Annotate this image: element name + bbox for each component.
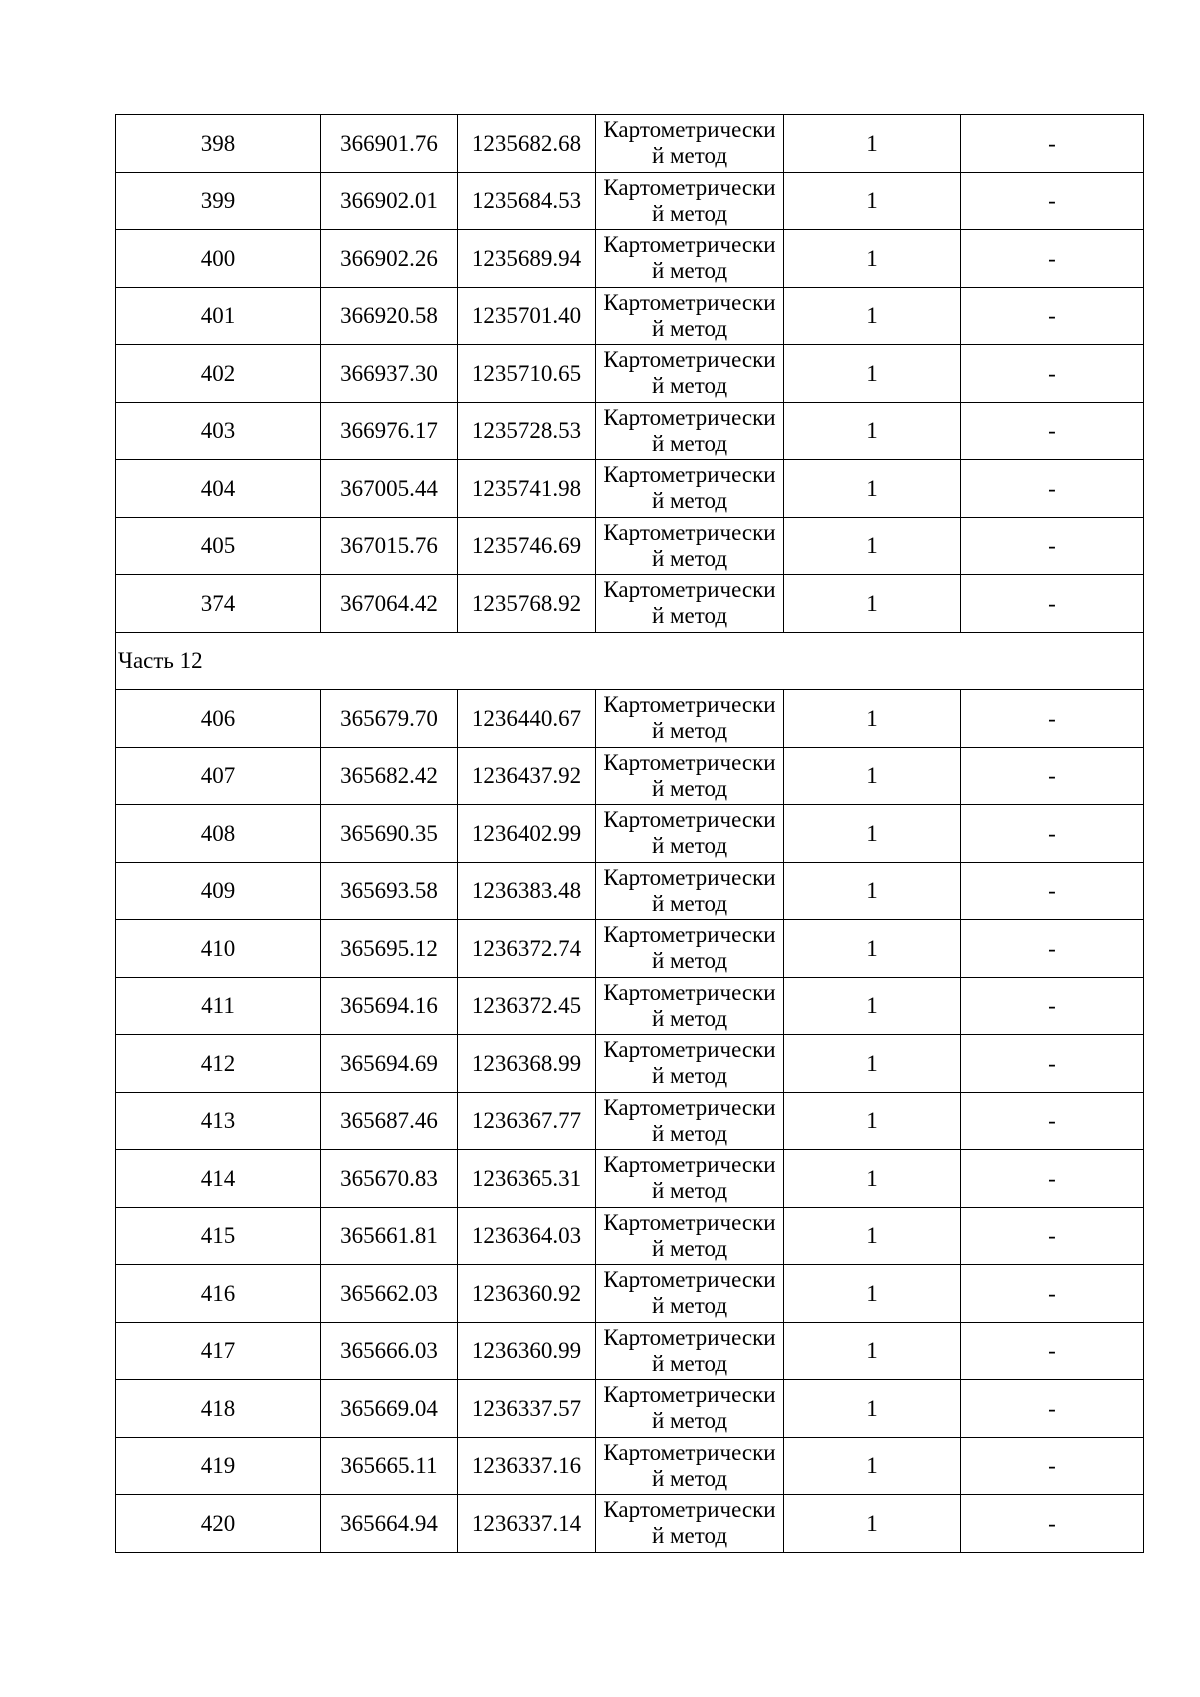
note-cell: - — [961, 287, 1144, 345]
y-coordinate-cell: 1236372.74 — [458, 920, 596, 978]
note-cell: - — [961, 1150, 1144, 1208]
x-coordinate-cell: 365670.83 — [321, 1150, 458, 1208]
note-cell: - — [961, 172, 1144, 230]
accuracy-cell: 1 — [784, 287, 961, 345]
table-row — [116, 1322, 1144, 1380]
x-coordinate-cell: 367005.44 — [321, 460, 458, 518]
accuracy-cell: 1 — [784, 115, 961, 173]
method-cell: Картометрически й метод — [596, 402, 784, 460]
note-cell: - — [961, 1035, 1144, 1093]
note-cell: - — [961, 690, 1144, 748]
note-cell: - — [961, 1495, 1144, 1553]
table-row — [116, 115, 1144, 173]
method-cell: Картометрически й метод — [596, 1207, 784, 1265]
point-number-cell: 403 — [116, 402, 321, 460]
y-coordinate-cell: 1235684.53 — [458, 172, 596, 230]
table-row — [116, 230, 1144, 288]
note-cell: - — [961, 862, 1144, 920]
table-row — [116, 747, 1144, 805]
x-coordinate-cell: 365669.04 — [321, 1380, 458, 1438]
method-cell: Картометрически й метод — [596, 1380, 784, 1438]
point-number-cell: 412 — [116, 1035, 321, 1093]
accuracy-cell: 1 — [784, 1322, 961, 1380]
note-cell: - — [961, 1437, 1144, 1495]
section-row — [116, 632, 1144, 690]
table-row — [116, 1207, 1144, 1265]
note-cell: - — [961, 1207, 1144, 1265]
point-number-cell: 399 — [116, 172, 321, 230]
x-coordinate-cell: 365694.16 — [321, 977, 458, 1035]
point-number-cell: 420 — [116, 1495, 321, 1553]
table-row — [116, 1437, 1144, 1495]
x-coordinate-cell: 365665.11 — [321, 1437, 458, 1495]
point-number-cell: 409 — [116, 862, 321, 920]
point-number-cell: 414 — [116, 1150, 321, 1208]
note-cell: - — [961, 230, 1144, 288]
x-coordinate-cell: 367015.76 — [321, 517, 458, 575]
table-row — [116, 1265, 1144, 1323]
point-number-cell: 410 — [116, 920, 321, 978]
point-number-cell: 407 — [116, 747, 321, 805]
accuracy-cell: 1 — [784, 1207, 961, 1265]
y-coordinate-cell: 1235741.98 — [458, 460, 596, 518]
method-cell: Картометрически й метод — [596, 460, 784, 518]
method-cell: Картометрически й метод — [596, 805, 784, 863]
table-body — [116, 115, 1144, 1553]
method-cell: Картометрически й метод — [596, 862, 784, 920]
method-cell: Картометрически й метод — [596, 920, 784, 978]
y-coordinate-cell: 1236372.45 — [458, 977, 596, 1035]
accuracy-cell: 1 — [784, 747, 961, 805]
x-coordinate-cell: 366902.26 — [321, 230, 458, 288]
method-cell: Картометрически й метод — [596, 977, 784, 1035]
note-cell: - — [961, 345, 1144, 403]
y-coordinate-cell: 1235728.53 — [458, 402, 596, 460]
point-number-cell: 411 — [116, 977, 321, 1035]
table-row — [116, 805, 1144, 863]
method-cell: Картометрически й метод — [596, 1265, 784, 1323]
note-cell: - — [961, 747, 1144, 805]
accuracy-cell: 1 — [784, 805, 961, 863]
note-cell: - — [961, 460, 1144, 518]
y-coordinate-cell: 1236367.77 — [458, 1092, 596, 1150]
accuracy-cell: 1 — [784, 1092, 961, 1150]
note-cell: - — [961, 115, 1144, 173]
accuracy-cell: 1 — [784, 172, 961, 230]
y-coordinate-cell: 1236337.57 — [458, 1380, 596, 1438]
note-cell: - — [961, 1322, 1144, 1380]
method-cell: Картометрически й метод — [596, 690, 784, 748]
method-cell: Картометрически й метод — [596, 517, 784, 575]
accuracy-cell: 1 — [784, 1380, 961, 1438]
table-row — [116, 517, 1144, 575]
method-cell: Картометрически й метод — [596, 1035, 784, 1093]
accuracy-cell: 1 — [784, 345, 961, 403]
y-coordinate-cell: 1235710.65 — [458, 345, 596, 403]
point-number-cell: 406 — [116, 690, 321, 748]
method-cell: Картометрически й метод — [596, 1437, 784, 1495]
method-cell: Картометрически й метод — [596, 115, 784, 173]
x-coordinate-cell: 365690.35 — [321, 805, 458, 863]
table-row — [116, 920, 1144, 978]
x-coordinate-cell: 365664.94 — [321, 1495, 458, 1553]
table-row — [116, 862, 1144, 920]
y-coordinate-cell: 1236402.99 — [458, 805, 596, 863]
point-number-cell: 404 — [116, 460, 321, 518]
table-row — [116, 1092, 1144, 1150]
accuracy-cell: 1 — [784, 1495, 961, 1553]
method-cell: Картометрически й метод — [596, 345, 784, 403]
x-coordinate-cell: 366901.76 — [321, 115, 458, 173]
y-coordinate-cell: 1236365.31 — [458, 1150, 596, 1208]
point-number-cell: 413 — [116, 1092, 321, 1150]
table-row — [116, 1495, 1144, 1553]
point-number-cell: 405 — [116, 517, 321, 575]
accuracy-cell: 1 — [784, 230, 961, 288]
table-row — [116, 1150, 1144, 1208]
table-row — [116, 287, 1144, 345]
point-number-cell: 400 — [116, 230, 321, 288]
accuracy-cell: 1 — [784, 402, 961, 460]
y-coordinate-cell: 1236337.14 — [458, 1495, 596, 1553]
y-coordinate-cell: 1236368.99 — [458, 1035, 596, 1093]
accuracy-cell: 1 — [784, 1035, 961, 1093]
point-number-cell: 419 — [116, 1437, 321, 1495]
x-coordinate-cell: 366976.17 — [321, 402, 458, 460]
point-number-cell: 418 — [116, 1380, 321, 1438]
note-cell: - — [961, 1092, 1144, 1150]
x-coordinate-cell: 366920.58 — [321, 287, 458, 345]
point-number-cell: 398 — [116, 115, 321, 173]
table-row — [116, 1035, 1144, 1093]
coordinates-table — [115, 114, 1144, 1553]
point-number-cell: 402 — [116, 345, 321, 403]
x-coordinate-cell: 365693.58 — [321, 862, 458, 920]
table-row — [116, 690, 1144, 748]
note-cell: - — [961, 1265, 1144, 1323]
accuracy-cell: 1 — [784, 517, 961, 575]
accuracy-cell: 1 — [784, 1150, 961, 1208]
table-row — [116, 460, 1144, 518]
note-cell: - — [961, 920, 1144, 978]
accuracy-cell: 1 — [784, 575, 961, 633]
method-cell: Картометрически й метод — [596, 1322, 784, 1380]
table-row — [116, 1380, 1144, 1438]
x-coordinate-cell: 365695.12 — [321, 920, 458, 978]
table-row — [116, 575, 1144, 633]
method-cell: Картометрически й метод — [596, 1150, 784, 1208]
x-coordinate-cell: 365687.46 — [321, 1092, 458, 1150]
x-coordinate-cell: 365666.03 — [321, 1322, 458, 1380]
method-cell: Картометрически й метод — [596, 575, 784, 633]
y-coordinate-cell: 1236440.67 — [458, 690, 596, 748]
method-cell: Картометрически й метод — [596, 747, 784, 805]
x-coordinate-cell: 366937.30 — [321, 345, 458, 403]
y-coordinate-cell: 1236383.48 — [458, 862, 596, 920]
point-number-cell: 415 — [116, 1207, 321, 1265]
note-cell: - — [961, 575, 1144, 633]
section-label: Часть 12 — [116, 632, 1144, 690]
x-coordinate-cell: 365694.69 — [321, 1035, 458, 1093]
note-cell: - — [961, 805, 1144, 863]
accuracy-cell: 1 — [784, 460, 961, 518]
y-coordinate-cell: 1236360.99 — [458, 1322, 596, 1380]
point-number-cell: 401 — [116, 287, 321, 345]
accuracy-cell: 1 — [784, 977, 961, 1035]
accuracy-cell: 1 — [784, 1265, 961, 1323]
table-row — [116, 172, 1144, 230]
x-coordinate-cell: 365679.70 — [321, 690, 458, 748]
point-number-cell: 416 — [116, 1265, 321, 1323]
point-number-cell: 408 — [116, 805, 321, 863]
table-row — [116, 345, 1144, 403]
note-cell: - — [961, 517, 1144, 575]
y-coordinate-cell: 1236337.16 — [458, 1437, 596, 1495]
y-coordinate-cell: 1236437.92 — [458, 747, 596, 805]
y-coordinate-cell: 1235689.94 — [458, 230, 596, 288]
point-number-cell: 417 — [116, 1322, 321, 1380]
y-coordinate-cell: 1235682.68 — [458, 115, 596, 173]
method-cell: Картометрически й метод — [596, 1495, 784, 1553]
accuracy-cell: 1 — [784, 862, 961, 920]
x-coordinate-cell: 365661.81 — [321, 1207, 458, 1265]
x-coordinate-cell: 367064.42 — [321, 575, 458, 633]
y-coordinate-cell: 1235768.92 — [458, 575, 596, 633]
x-coordinate-cell: 365682.42 — [321, 747, 458, 805]
table-row — [116, 977, 1144, 1035]
x-coordinate-cell: 366902.01 — [321, 172, 458, 230]
y-coordinate-cell: 1236360.92 — [458, 1265, 596, 1323]
note-cell: - — [961, 977, 1144, 1035]
x-coordinate-cell: 365662.03 — [321, 1265, 458, 1323]
accuracy-cell: 1 — [784, 1437, 961, 1495]
accuracy-cell: 1 — [784, 690, 961, 748]
accuracy-cell: 1 — [784, 920, 961, 978]
method-cell: Картометрически й метод — [596, 287, 784, 345]
method-cell: Картометрически й метод — [596, 1092, 784, 1150]
point-number-cell: 374 — [116, 575, 321, 633]
y-coordinate-cell: 1236364.03 — [458, 1207, 596, 1265]
y-coordinate-cell: 1235746.69 — [458, 517, 596, 575]
table-row — [116, 402, 1144, 460]
method-cell: Картометрически й метод — [596, 172, 784, 230]
y-coordinate-cell: 1235701.40 — [458, 287, 596, 345]
note-cell: - — [961, 402, 1144, 460]
note-cell: - — [961, 1380, 1144, 1438]
method-cell: Картометрически й метод — [596, 230, 784, 288]
